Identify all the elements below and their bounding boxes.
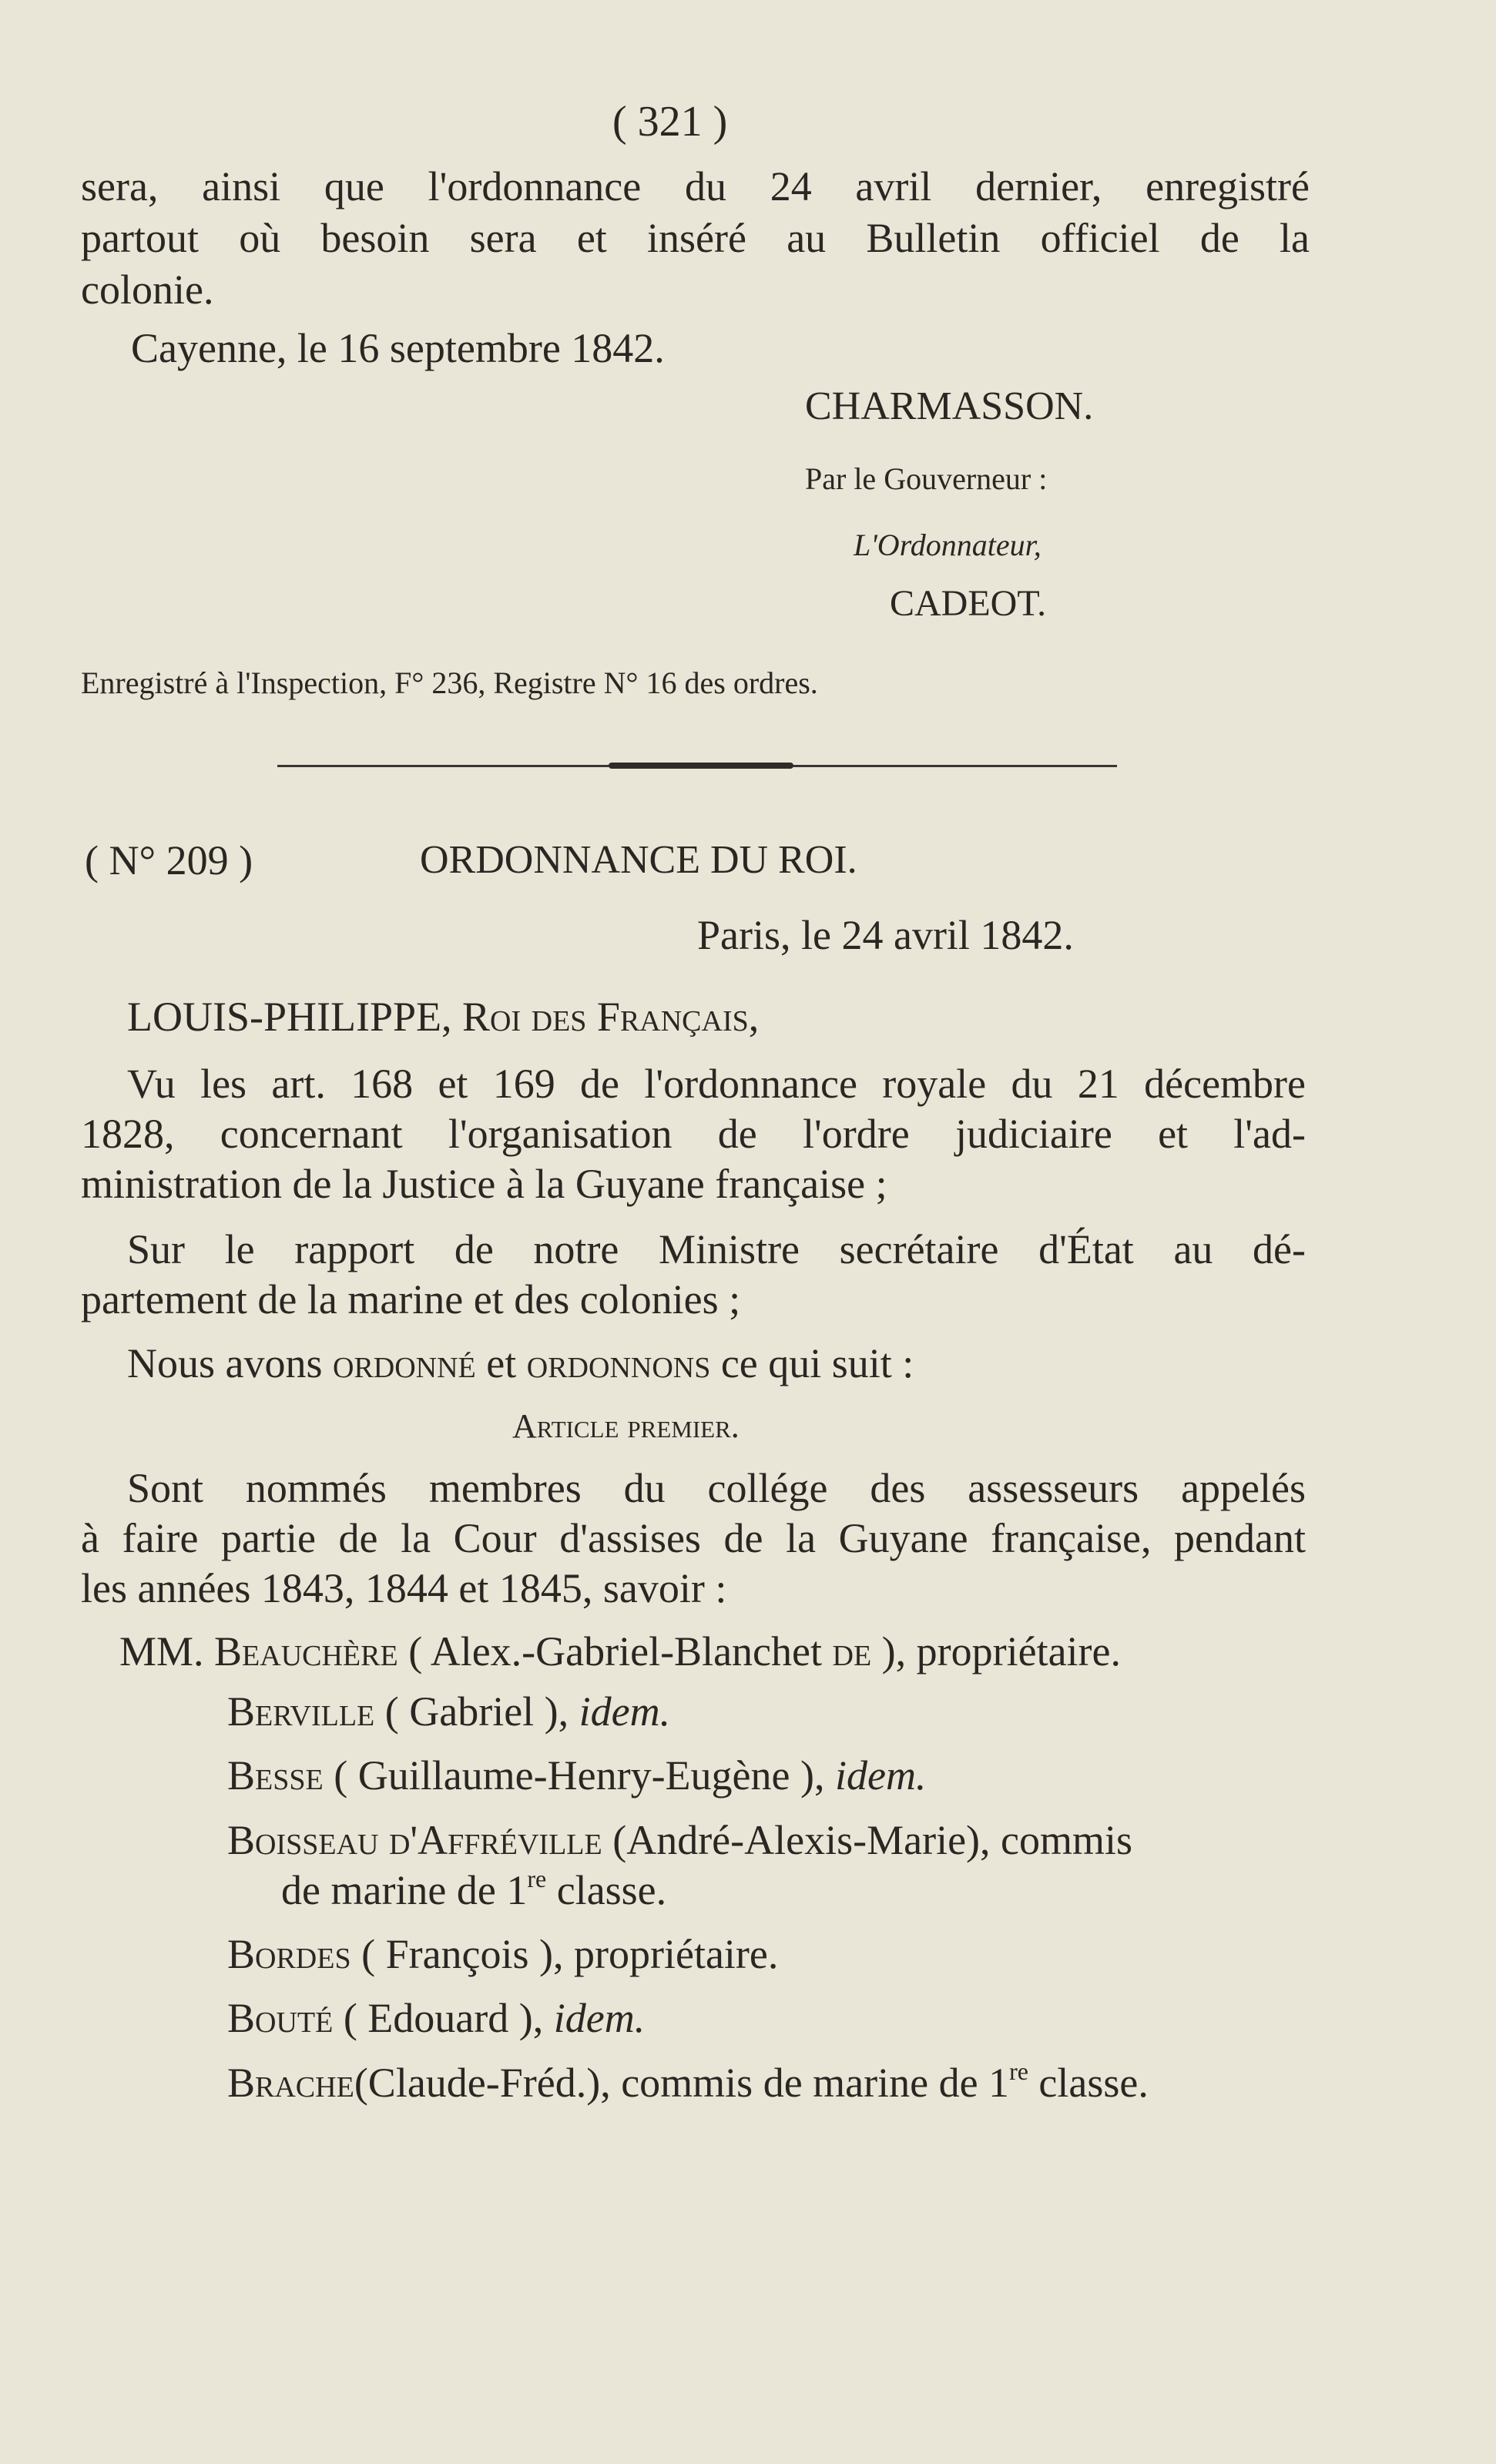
member-detail-tail: classe.	[546, 1867, 667, 1913]
members-prefix: MM.	[119, 1628, 204, 1675]
ordinance-place-date: Paris, le 24 avril 1842.	[697, 912, 1074, 958]
ordinance-number: ( N° 209 )	[85, 837, 253, 883]
superscript: re	[1009, 2057, 1028, 2085]
member-entry	[227, 1687, 670, 1736]
member-surname: Beauchère	[214, 1628, 398, 1675]
member-surname: Brache	[227, 2060, 354, 2106]
member-detail: (Claude-Fréd.), commis de marine de 1	[354, 2060, 1010, 2106]
registration-note: Enregistré à l'Inspection, F° 236, Registre N° 16 des ordres.	[81, 665, 818, 700]
text-line: 1828, concernant l'organisation de l'ordre judiciaire et l'ad-	[81, 1111, 1306, 1157]
decree-line	[127, 1339, 914, 1388]
member-detail: ( François ), propriétaire.	[361, 1931, 779, 1977]
king-name: LOUIS-PHILIPPE,	[127, 994, 452, 1040]
member-surname: Berville	[227, 1688, 375, 1735]
text-line: Vu les art. 168 et 169 de l'ordonnance royale du 21 décembre	[127, 1061, 1306, 1107]
member-detail-tail: ), propriétaire.	[881, 1628, 1121, 1675]
king-line	[127, 992, 759, 1041]
member-entry	[227, 2058, 1149, 2107]
text-line: sera, ainsi que l'ordonnance du 24 avril dernier, enregistré	[81, 163, 1310, 210]
place-date: Cayenne, le 16 septembre 1842.	[131, 325, 665, 371]
member-surname: Bouté	[227, 1995, 334, 2041]
text-line: Sur le rapport de notre Ministre secrétaire d'État au dé-	[127, 1226, 1306, 1272]
text-line: à faire partie de la Cour d'assises de la Guyane française, pendant	[81, 1515, 1306, 1561]
member-qualification: idem.	[834, 1752, 927, 1799]
member-detail: ( Alex.-Gabriel-Blanchet	[408, 1628, 822, 1675]
member-entry-continuation	[281, 1866, 666, 1915]
member-particle: de	[832, 1628, 872, 1675]
decree-ordonnons: ordonnons	[526, 1340, 711, 1386]
text-line: partement de la marine et des colonies ;	[81, 1276, 741, 1323]
member-qualification: idem.	[579, 1688, 671, 1735]
decree-prefix: Nous avons	[127, 1340, 323, 1386]
page-number: ( 321 )	[612, 98, 728, 146]
signature-name: CHARMASSON.	[805, 384, 1094, 428]
member-detail: (André-Alexis-Marie), commis	[612, 1817, 1133, 1863]
superscript: re	[527, 1865, 547, 1892]
member-entry	[227, 1929, 778, 1979]
decree-ordonne: ordonné	[333, 1340, 476, 1386]
member-detail: ( Gabriel ),	[384, 1688, 569, 1735]
member-surname: Besse	[227, 1752, 324, 1799]
decree-suffix: ce qui suit :	[720, 1340, 914, 1386]
decree-et: et	[486, 1340, 517, 1386]
signature-by-label: Par le Gouverneur :	[805, 461, 1048, 496]
member-surname: Boisseau d'Affréville	[227, 1817, 602, 1863]
text-line: Sont nommés membres du collége des assesseurs appelés	[127, 1465, 1306, 1511]
ordinance-title: ORDONNANCE DU ROI.	[420, 838, 857, 882]
article-heading: Article premier.	[512, 1407, 740, 1445]
member-entry	[227, 1815, 1132, 1865]
member-qualification: idem.	[553, 1995, 646, 2041]
text-line: les années 1843, 1844 et 1845, savoir :	[81, 1565, 727, 1611]
section-divider-ornament	[609, 763, 793, 769]
member-detail: de marine de 1	[281, 1867, 528, 1913]
signature-cosigner: CADEOT.	[890, 583, 1047, 624]
member-detail: ( Guillaume-Henry-Eugène ),	[334, 1752, 825, 1799]
member-detail: ( Edouard ),	[343, 1995, 544, 2041]
member-entry	[227, 1993, 645, 2043]
text-line: partout où besoin sera et inséré au Bulletin officiel de la	[81, 215, 1310, 261]
member-surname: Bordes	[227, 1931, 351, 1977]
king-title: Roi des Français,	[462, 994, 760, 1040]
member-entry	[119, 1627, 1121, 1676]
text-line: ministration de la Justice à la Guyane française ;	[81, 1161, 887, 1207]
signature-role: L'Ordonnateur,	[854, 528, 1041, 562]
text-line: colonie.	[81, 267, 214, 313]
member-entry	[227, 1751, 926, 1800]
member-detail-tail: classe.	[1028, 2060, 1149, 2106]
